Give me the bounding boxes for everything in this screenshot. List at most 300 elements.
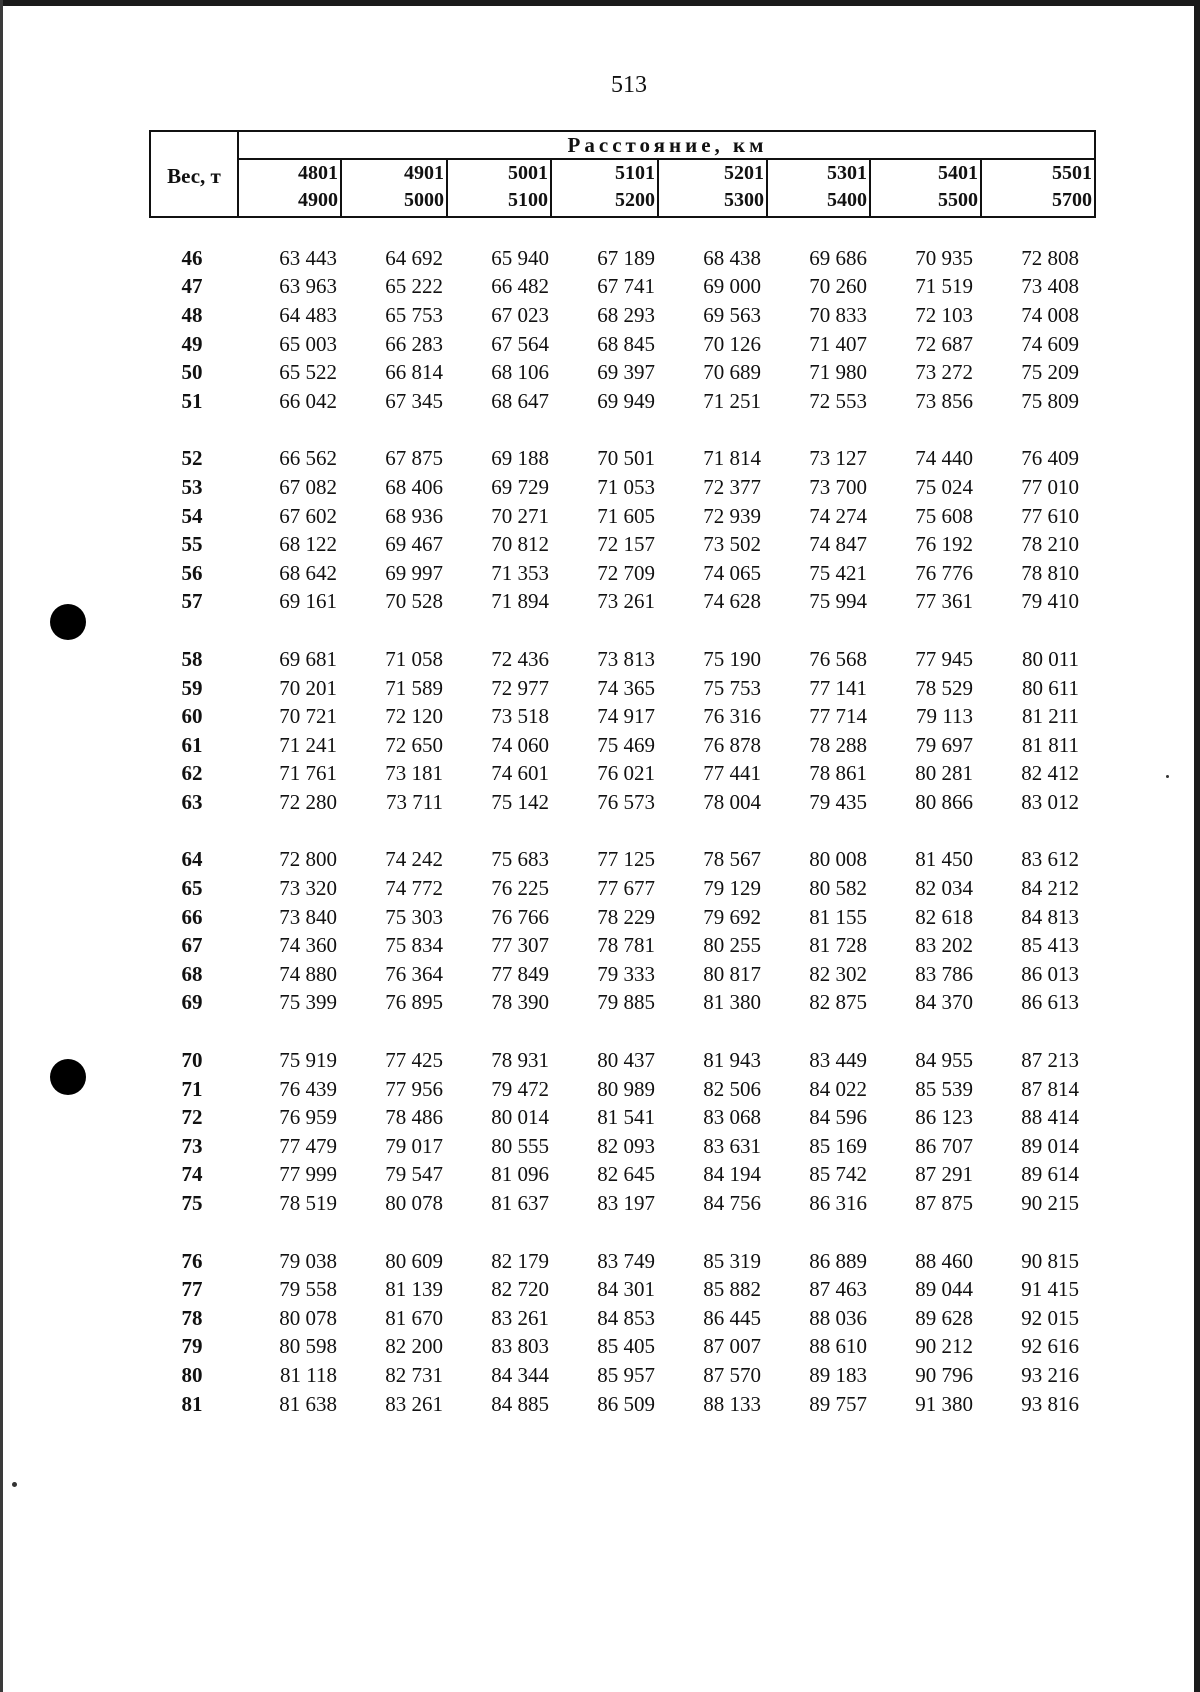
tariff-cell: 86 013 — [1021, 961, 1079, 986]
weight-cell: 56 — [181, 560, 203, 585]
tariff-cell: 74 365 — [597, 675, 655, 700]
tariff-table-body — [149, 244, 1096, 1447]
tariff-cell: 86 889 — [809, 1248, 867, 1273]
row-group — [149, 244, 1096, 416]
tariff-cell: 77 425 — [385, 1048, 443, 1073]
tariff-cell: 89 183 — [809, 1362, 867, 1387]
tariff-cell: 86 707 — [915, 1133, 973, 1158]
tariff-cell: 82 093 — [597, 1133, 655, 1158]
tariff-cell: 75 024 — [915, 474, 973, 499]
table-row — [149, 559, 1096, 588]
weight-cell: 80 — [181, 1362, 203, 1387]
table-row — [149, 330, 1096, 359]
weight-cell: 48 — [181, 302, 203, 327]
weight-cell: 76 — [181, 1248, 203, 1273]
tariff-cell: 80 598 — [279, 1334, 337, 1359]
range-to: 5500 — [938, 189, 978, 211]
tariff-cell: 77 956 — [385, 1076, 443, 1101]
tariff-cell: 68 106 — [491, 360, 549, 385]
tariff-cell: 79 697 — [915, 732, 973, 757]
tariff-cell: 69 467 — [385, 532, 443, 557]
weight-cell: 51 — [181, 388, 203, 413]
table-row — [149, 445, 1096, 474]
tariff-cell: 82 200 — [385, 1334, 443, 1359]
weight-cell: 58 — [181, 646, 203, 671]
tariff-cell: 87 213 — [1021, 1048, 1079, 1073]
range-divider — [980, 160, 982, 216]
tariff-cell: 73 840 — [279, 904, 337, 929]
tariff-cell: 77 441 — [703, 761, 761, 786]
table-row — [149, 674, 1096, 703]
tariff-cell: 70 812 — [491, 532, 549, 557]
tariff-cell: 77 999 — [279, 1162, 337, 1187]
tariff-cell: 80 437 — [597, 1048, 655, 1073]
tariff-cell: 79 017 — [385, 1133, 443, 1158]
table-row — [149, 989, 1096, 1018]
tariff-cell: 82 302 — [809, 961, 867, 986]
tariff-cell: 72 553 — [809, 388, 867, 413]
tariff-cell: 78 931 — [491, 1048, 549, 1073]
tariff-cell: 82 034 — [915, 876, 973, 901]
table-row — [149, 702, 1096, 731]
table-row — [149, 1304, 1096, 1333]
weight-cell: 53 — [181, 474, 203, 499]
tariff-cell: 66 814 — [385, 360, 443, 385]
tariff-cell: 83 803 — [491, 1334, 549, 1359]
tariff-cell: 76 409 — [1021, 446, 1079, 471]
tariff-cell: 79 129 — [703, 876, 761, 901]
tariff-cell: 71 407 — [809, 331, 867, 356]
tariff-cell: 73 856 — [915, 388, 973, 413]
tariff-cell: 70 260 — [809, 274, 867, 299]
tariff-cell: 84 370 — [915, 990, 973, 1015]
table-row — [149, 387, 1096, 416]
range-to: 4900 — [298, 189, 338, 211]
tariff-cell: 82 179 — [491, 1248, 549, 1273]
tariff-cell: 75 753 — [703, 675, 761, 700]
tariff-cell: 85 742 — [809, 1162, 867, 1187]
table-row — [149, 788, 1096, 817]
tariff-cell: 66 482 — [491, 274, 549, 299]
table-row — [149, 1361, 1096, 1390]
tariff-cell: 75 209 — [1021, 360, 1079, 385]
tariff-cell: 67 023 — [491, 302, 549, 327]
weight-cell: 57 — [181, 589, 203, 614]
distance-range-header — [452, 160, 552, 216]
tariff-cell: 76 021 — [597, 761, 655, 786]
weight-cell: 63 — [181, 789, 203, 814]
tariff-cell: 77 945 — [915, 646, 973, 671]
tariff-cell: 80 609 — [385, 1248, 443, 1273]
scan-edge-top — [0, 0, 1200, 6]
weight-cell: 65 — [181, 876, 203, 901]
tariff-cell: 72 939 — [703, 503, 761, 528]
tariff-cell: 65 003 — [279, 331, 337, 356]
tariff-cell: 70 721 — [279, 704, 337, 729]
tariff-cell: 89 614 — [1021, 1162, 1079, 1187]
tariff-cell: 71 058 — [385, 646, 443, 671]
range-from: 5101 — [615, 162, 655, 184]
weight-cell: 74 — [181, 1162, 203, 1187]
tariff-cell: 83 197 — [597, 1191, 655, 1216]
tariff-cell: 75 303 — [385, 904, 443, 929]
tariff-cell: 73 320 — [279, 876, 337, 901]
tariff-cell: 83 749 — [597, 1248, 655, 1273]
weight-cell: 61 — [181, 732, 203, 757]
tariff-cell: 77 714 — [809, 704, 867, 729]
tariff-cell: 74 242 — [385, 847, 443, 872]
tariff-cell: 85 405 — [597, 1334, 655, 1359]
tariff-cell: 77 610 — [1021, 503, 1079, 528]
tariff-cell: 84 955 — [915, 1048, 973, 1073]
tariff-cell: 72 280 — [279, 789, 337, 814]
table-row — [149, 1390, 1096, 1419]
tariff-cell: 81 728 — [809, 933, 867, 958]
tariff-cell: 83 786 — [915, 961, 973, 986]
tariff-cell: 76 192 — [915, 532, 973, 557]
tariff-cell: 75 919 — [279, 1048, 337, 1073]
tariff-cell: 83 202 — [915, 933, 973, 958]
row-group — [149, 445, 1096, 617]
tariff-cell: 81 155 — [809, 904, 867, 929]
tariff-cell: 78 210 — [1021, 532, 1079, 557]
tariff-cell: 69 681 — [279, 646, 337, 671]
punch-hole-top — [50, 604, 86, 640]
tariff-cell: 86 613 — [1021, 990, 1079, 1015]
tariff-cell: 70 201 — [279, 675, 337, 700]
tariff-cell: 91 415 — [1021, 1277, 1079, 1302]
tariff-cell: 80 989 — [597, 1076, 655, 1101]
tariff-cell: 70 528 — [385, 589, 443, 614]
tariff-cell: 88 460 — [915, 1248, 973, 1273]
table-row — [149, 1333, 1096, 1362]
weight-cell: 67 — [181, 933, 203, 958]
tariff-cell: 68 122 — [279, 532, 337, 557]
tariff-cell: 78 529 — [915, 675, 973, 700]
tariff-cell: 79 472 — [491, 1076, 549, 1101]
tariff-cell: 76 316 — [703, 704, 761, 729]
tariff-cell: 83 261 — [491, 1305, 549, 1330]
tariff-cell: 85 319 — [703, 1248, 761, 1273]
range-divider — [446, 160, 448, 216]
tariff-cell: 86 445 — [703, 1305, 761, 1330]
tariff-cell: 89 757 — [809, 1391, 867, 1416]
tariff-cell: 71 814 — [703, 446, 761, 471]
tariff-cell: 88 610 — [809, 1334, 867, 1359]
tariff-cell: 70 689 — [703, 360, 761, 385]
tariff-cell: 83 612 — [1021, 847, 1079, 872]
tariff-cell: 72 977 — [491, 675, 549, 700]
tariff-cell: 86 316 — [809, 1191, 867, 1216]
punch-hole-bottom — [50, 1059, 86, 1095]
tariff-cell: 84 596 — [809, 1105, 867, 1130]
tariff-cell: 67 189 — [597, 245, 655, 270]
tariff-cell: 93 216 — [1021, 1362, 1079, 1387]
tariff-cell: 85 539 — [915, 1076, 973, 1101]
tariff-cell: 75 608 — [915, 503, 973, 528]
table-row — [149, 1075, 1096, 1104]
tariff-cell: 93 816 — [1021, 1391, 1079, 1416]
tariff-cell: 73 261 — [597, 589, 655, 614]
tariff-cell: 78 567 — [703, 847, 761, 872]
tariff-cell: 80 611 — [1022, 675, 1079, 700]
tariff-cell: 80 078 — [279, 1305, 337, 1330]
weight-cell: 55 — [181, 532, 203, 557]
tariff-cell: 73 272 — [915, 360, 973, 385]
tariff-cell: 77 307 — [491, 933, 549, 958]
weight-column-header: Вес, т — [167, 164, 221, 188]
distance-range-header — [242, 160, 342, 216]
tariff-cell: 81 380 — [703, 990, 761, 1015]
tariff-cell: 82 645 — [597, 1162, 655, 1187]
tariff-cell: 78 861 — [809, 761, 867, 786]
tariff-cell: 68 647 — [491, 388, 549, 413]
table-row — [149, 1132, 1096, 1161]
tariff-cell: 68 936 — [385, 503, 443, 528]
tariff-cell: 83 449 — [809, 1048, 867, 1073]
distance-range-header — [348, 160, 448, 216]
tariff-cell: 74 440 — [915, 446, 973, 471]
tariff-cell: 64 692 — [385, 245, 443, 270]
tariff-cell: 70 271 — [491, 503, 549, 528]
weight-cell: 64 — [181, 847, 203, 872]
tariff-cell: 80 555 — [491, 1133, 549, 1158]
table-row — [149, 1103, 1096, 1132]
tariff-cell: 71 241 — [279, 732, 337, 757]
tariff-cell: 89 014 — [1021, 1133, 1079, 1158]
tariff-cell: 80 014 — [491, 1105, 549, 1130]
tariff-cell: 76 895 — [385, 990, 443, 1015]
tariff-cell: 69 397 — [597, 360, 655, 385]
tariff-cell: 79 410 — [1021, 589, 1079, 614]
table-row — [149, 358, 1096, 387]
table-row — [149, 1161, 1096, 1190]
tariff-cell: 75 469 — [597, 732, 655, 757]
tariff-cell: 85 413 — [1021, 933, 1079, 958]
tariff-cell: 67 082 — [279, 474, 337, 499]
tariff-cell: 72 436 — [491, 646, 549, 671]
tariff-cell: 78 288 — [809, 732, 867, 757]
tariff-cell: 72 709 — [597, 560, 655, 585]
tariff-cell: 70 833 — [809, 302, 867, 327]
tariff-cell: 69 997 — [385, 560, 443, 585]
range-to: 5200 — [615, 189, 655, 211]
tariff-cell: 76 878 — [703, 732, 761, 757]
tariff-cell: 79 692 — [703, 904, 761, 929]
tariff-cell: 68 438 — [703, 245, 761, 270]
tariff-cell: 69 000 — [703, 274, 761, 299]
tariff-cell: 84 212 — [1021, 876, 1079, 901]
tariff-cell: 78 486 — [385, 1105, 443, 1130]
range-to: 5100 — [508, 189, 548, 211]
table-row — [149, 301, 1096, 330]
weight-cell: 62 — [181, 761, 203, 786]
weight-cell: 72 — [181, 1105, 203, 1130]
tariff-cell: 73 700 — [809, 474, 867, 499]
tariff-cell: 74 360 — [279, 933, 337, 958]
tariff-cell: 79 333 — [597, 961, 655, 986]
tariff-cell: 89 628 — [915, 1305, 973, 1330]
tariff-cell: 92 015 — [1021, 1305, 1079, 1330]
tariff-cell: 67 345 — [385, 388, 443, 413]
tariff-cell: 63 963 — [279, 274, 337, 299]
tariff-cell: 69 563 — [703, 302, 761, 327]
tariff-cell: 87 570 — [703, 1362, 761, 1387]
tariff-cell: 78 390 — [491, 990, 549, 1015]
table-row — [149, 1275, 1096, 1304]
tariff-cell: 69 949 — [597, 388, 655, 413]
tariff-cell: 87 463 — [809, 1277, 867, 1302]
tariff-cell: 87 814 — [1021, 1076, 1079, 1101]
tariff-cell: 74 609 — [1021, 331, 1079, 356]
tariff-cell: 70 501 — [597, 446, 655, 471]
scan-speck — [12, 1482, 17, 1487]
tariff-cell: 81 096 — [491, 1162, 549, 1187]
tariff-cell: 80 011 — [1022, 646, 1079, 671]
table-row — [149, 903, 1096, 932]
tariff-cell: 88 133 — [703, 1391, 761, 1416]
tariff-cell: 75 190 — [703, 646, 761, 671]
tariff-cell: 71 605 — [597, 503, 655, 528]
tariff-cell: 81 638 — [279, 1391, 337, 1416]
tariff-cell: 83 261 — [385, 1391, 443, 1416]
tariff-cell: 74 274 — [809, 503, 867, 528]
tariff-cell: 80 281 — [915, 761, 973, 786]
tariff-cell: 64 483 — [279, 302, 337, 327]
tariff-cell: 63 443 — [279, 245, 337, 270]
range-from: 5401 — [938, 162, 978, 184]
tariff-cell: 91 380 — [915, 1391, 973, 1416]
table-row — [149, 1046, 1096, 1075]
tariff-cell: 77 479 — [279, 1133, 337, 1158]
tariff-cell: 82 720 — [491, 1277, 549, 1302]
row-group — [149, 1046, 1096, 1218]
tariff-cell: 77 141 — [809, 675, 867, 700]
tariff-cell: 83 631 — [703, 1133, 761, 1158]
tariff-cell: 70 935 — [915, 245, 973, 270]
tariff-cell: 77 849 — [491, 961, 549, 986]
tariff-cell: 79 038 — [279, 1248, 337, 1273]
tariff-cell: 65 222 — [385, 274, 443, 299]
tariff-cell: 83 068 — [703, 1105, 761, 1130]
row-group — [149, 645, 1096, 817]
tariff-cell: 72 808 — [1021, 245, 1079, 270]
table-row — [149, 244, 1096, 273]
tariff-cell: 67 602 — [279, 503, 337, 528]
tariff-cell: 65 753 — [385, 302, 443, 327]
range-divider — [657, 160, 659, 216]
weight-cell: 47 — [181, 274, 203, 299]
tariff-cell: 71 353 — [491, 560, 549, 585]
tariff-cell: 78 781 — [597, 933, 655, 958]
weight-cell: 54 — [181, 503, 203, 528]
tariff-cell: 79 558 — [279, 1277, 337, 1302]
tariff-cell: 74 628 — [703, 589, 761, 614]
row-group — [149, 1247, 1096, 1419]
table-header — [149, 130, 1096, 218]
tariff-cell: 76 364 — [385, 961, 443, 986]
tariff-cell: 82 875 — [809, 990, 867, 1015]
table-row — [149, 874, 1096, 903]
tariff-cell: 71 251 — [703, 388, 761, 413]
tariff-cell: 72 687 — [915, 331, 973, 356]
tariff-cell: 74 601 — [491, 761, 549, 786]
range-from: 5501 — [1052, 162, 1092, 184]
tariff-cell: 68 845 — [597, 331, 655, 356]
tariff-cell: 76 776 — [915, 560, 973, 585]
tariff-cell: 72 103 — [915, 302, 973, 327]
tariff-cell: 71 761 — [279, 761, 337, 786]
tariff-cell: 76 225 — [491, 876, 549, 901]
distance-range-header — [996, 160, 1096, 216]
tariff-cell: 71 980 — [809, 360, 867, 385]
tariff-cell: 82 731 — [385, 1362, 443, 1387]
tariff-cell: 84 853 — [597, 1305, 655, 1330]
tariff-cell: 73 181 — [385, 761, 443, 786]
range-from: 4801 — [298, 162, 338, 184]
weight-cell: 78 — [181, 1305, 203, 1330]
tariff-cell: 71 589 — [385, 675, 443, 700]
tariff-cell: 67 564 — [491, 331, 549, 356]
weight-cell: 60 — [181, 704, 203, 729]
tariff-cell: 72 157 — [597, 532, 655, 557]
tariff-cell: 86 123 — [915, 1105, 973, 1130]
tariff-cell: 73 408 — [1021, 274, 1079, 299]
tariff-cell: 79 435 — [809, 789, 867, 814]
tariff-cell: 80 008 — [809, 847, 867, 872]
tariff-cell: 66 562 — [279, 446, 337, 471]
table-row — [149, 273, 1096, 302]
tariff-cell: 68 642 — [279, 560, 337, 585]
tariff-cell: 84 813 — [1021, 904, 1079, 929]
tariff-cell: 87 875 — [915, 1191, 973, 1216]
weight-cell: 59 — [181, 675, 203, 700]
tariff-cell: 78 004 — [703, 789, 761, 814]
distance-range-header — [668, 160, 768, 216]
tariff-cell: 68 406 — [385, 474, 443, 499]
tariff-cell: 84 344 — [491, 1362, 549, 1387]
tariff-cell: 81 139 — [385, 1277, 443, 1302]
weight-cell: 77 — [181, 1277, 203, 1302]
tariff-cell: 70 126 — [703, 331, 761, 356]
range-divider — [766, 160, 768, 216]
weight-cell: 71 — [181, 1076, 203, 1101]
tariff-cell: 74 065 — [703, 560, 761, 585]
tariff-cell: 90 215 — [1021, 1191, 1079, 1216]
range-divider — [869, 160, 871, 216]
tariff-cell: 65 940 — [491, 245, 549, 270]
table-row — [149, 931, 1096, 960]
tariff-cell: 78 229 — [597, 904, 655, 929]
weight-cell: 50 — [181, 360, 203, 385]
tariff-cell: 80 078 — [385, 1191, 443, 1216]
tariff-cell: 74 008 — [1021, 302, 1079, 327]
tariff-cell: 88 414 — [1021, 1105, 1079, 1130]
distance-range-header — [559, 160, 659, 216]
distance-header: Расстояние, км — [567, 133, 768, 157]
range-from: 5201 — [724, 162, 764, 184]
tariff-cell: 88 036 — [809, 1305, 867, 1330]
weight-cell: 70 — [181, 1048, 203, 1073]
tariff-cell: 76 959 — [279, 1105, 337, 1130]
tariff-cell: 89 044 — [915, 1277, 973, 1302]
tariff-cell: 87 291 — [915, 1162, 973, 1187]
table-row — [149, 473, 1096, 502]
weight-cell: 66 — [181, 904, 203, 929]
tariff-cell: 75 399 — [279, 990, 337, 1015]
range-to: 5300 — [724, 189, 764, 211]
tariff-cell: 78 519 — [279, 1191, 337, 1216]
